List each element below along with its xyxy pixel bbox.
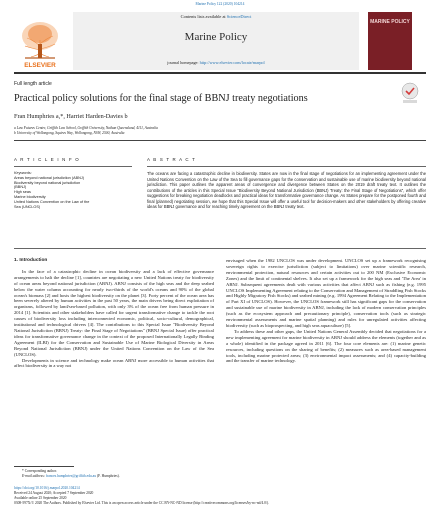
keyword: Sea (UNCLOS) (14, 204, 41, 209)
article-info-rule (14, 166, 132, 167)
abstract-text: The oceans are facing a catastrophic decline in biodiversity. States are now in the final stage of negotiations for an implementing agreement under the United Nations Convention on the Law of the Sea to fill governance gaps for the conservation and sustainable use of marine biodiversity beyond national jurisdiction. This paper outlines the apparent areas of convergence and divergence between States on the 2019 draft treaty text. It outlines the contributions of the articles in this Special Issue "Biodiversity Beyond National Jurisdiction (BBNJ) Treaty: the Final Stage of Negotiations", which offer suggestions for breaking negotiation deadlocks and practical ideas for transformative governance change. As States prepare for the postponed fourth and final (planned) negotiating session, we hope that this Special Issue will offer a useful tool for decision-makers and other stakeholders by offering creative ideas for BBNJ governance and for reaching timely agreement on the BBNJ treaty text. (147, 171, 426, 209)
journal-reference[interactable]: Marine Policy 122 (2020) 104214 (195, 2, 245, 6)
header-divider (14, 72, 426, 74)
doi-link[interactable]: https://doi.org/10.1016/j.marpol.2020.104214 (14, 486, 80, 490)
keyword: Marine biodiversity (14, 194, 46, 199)
crossmark-icon (400, 82, 420, 104)
elsevier-wordmark: ELSEVIER (24, 62, 56, 69)
article-info-heading: A R T I C L E I N F O (14, 157, 80, 162)
body-paragraph: envisaged when the 1982 UNCLOS was under development. UNCLOS set up a framework recognising sovereign rights to exercise jurisdiction (subject to limitations) over marine scientific research, environmental protection, natural resources and certain activities out to 200 NM (Exclusive Economic Zones) and the limit of continental shelves. It also set up a framework for the high seas and 'The Area' in ABNJ. Subsequent agreements dealt with various activities that affect ABNJ such as fishing (e.g. 1995 UNCLOS Implementing Agreement relating to the Conservation and Management of Straddling Fish Stocks and Highly Migratory Fish Stocks) and seabed mining (e.g. 1994 Agreement Relating to the Implementation of Part XI of UNCLOS). However, the UNCLOS framework still has significant gaps for the conservation and sustainable use of marine biodiversity in ABNJ, including the lack of modern conservation principles (such as the ecosystem approach and precautionary principle), conservation tools (such as strategic environmental assessments and marine spatial planning) and rules for unregulated activities affecting biodiversity (such as bioprospecting, and high seas aquaculture) [5]. (226, 258, 426, 328)
available-online-date: Available online 25 September 2020 (14, 496, 67, 500)
elsevier-logo (15, 14, 65, 70)
elsevier-tree-icon (15, 14, 65, 70)
contents-prefix: Contents lists available at (180, 14, 227, 19)
section-heading-introduction: 1. Introduction (14, 258, 48, 263)
contents-line (73, 14, 359, 19)
keyword: Biodiversity beyond national jurisdiction (14, 180, 81, 185)
affiliation-b: b University of Wollongong, Squires Way, Wollongong, NSW, 2500, Australia (14, 131, 125, 135)
journal-title: Marine Policy (184, 31, 248, 43)
author-list: Fran Humphries a,*, Harriet Harden-Davies b (14, 113, 128, 120)
affiliation-a: a Law Futures Centre, Griffith Law School, Griffith University, Nathan Queensland, 4111, Australia (14, 126, 158, 130)
footnote-divider (14, 466, 74, 467)
body-paragraph: To address these and other gaps, the United Nations General Assembly decided that negotiations for a new implementing agreement for marine biodiversity in ABNJ should address the elements (together and as a whole) identified in the package agreed in 2011 [6]. The four core elements are: (1) marine genetic resources, including questions on the sharing of benefits; (2) measures such as area-based management tools, including marine protected areas; (3) environmental impact assessments; and (4) capacity-building and the transfer of marine technology. (226, 328, 426, 364)
journal-cover-title: MARINE POLICY (370, 19, 410, 25)
license-statement: 0308-597X/© 2020 The Authors. Published by Elsevier Ltd. This is an open access article under the CC BY-NC-ND license (http://creativecommons.org/licenses/by-nc-nd/4.0/). (14, 501, 270, 505)
keyword: High seas (14, 190, 31, 195)
body-paragraph: Developments in science and technology make ocean ABNJ more accessible to human activities that affect biodiversity in a way not (14, 357, 214, 369)
keyword: United Nations Convention on the Law of the (14, 199, 90, 204)
abstract-heading: A B S T R A C T (147, 157, 196, 162)
sciencedirect-link[interactable]: ScienceDirect (226, 14, 252, 19)
keyword: Areas beyond national jurisdiction (ABNJ) (14, 175, 85, 180)
article-type: Full length article (14, 81, 52, 87)
homepage-prefix: journal homepage: (167, 60, 200, 65)
email-suffix: (F. Humphries). (96, 474, 120, 478)
body-paragraph: In the face of a catastrophic decline in ocean biodiversity and a lack of effective governance arrangements to halt the decline [1], countries are negotiating a new United Nations treaty for biodiversity of ocean areas beyond national jurisdiction (ABNJ). ABNJ consists of the high seas and the deep seabed below the water column accounting for nearly two-thirds of the world's oceans and 90% of the global ocean's biomass [2] and hosts the highest biodiversity on the planet [3]. Forty percent of the ocean area has been severely altered by human activities in the past 50 years, the main drivers being direct exploitation of organisms, followed by land/sea-based pollution, with only 3% of the ocean free from human pressure in 2014 [1]. Scientists and other stakeholders have called for urgent transformative change to tackle the root causes of biodiversity loss including interconnected economic, political, socio-cultural, demographical, institutional and technological drivers [4]. The contributions to this Special Issue "Biodiversity Beyond National Jurisdiction (BBNJ) Treaty: the Final Stage of Negotiations" (BBNJ Special Issue) offer practical ideas for transformative governance change in the context of the proposed Internationally Legally Binding Agreement (ILBI) for the Conservation and Sustainable Use of Marine Biological Diversity in Areas Beyond National Jurisdiction (BBNJ) under the United Nations Convention on the Law of the Sea (UNCLOS). (14, 268, 214, 357)
body-column-left (14, 258, 214, 369)
keywords-label: Keywords: (14, 171, 32, 175)
homepage-link[interactable]: http://www.elsevier.com/locate/marpol (199, 60, 265, 65)
received-dates: Received 24 August 2020; Accepted 7 September 2020 (14, 491, 94, 495)
keywords-box (14, 171, 132, 209)
abstract-rule (147, 166, 426, 167)
body-column-right (226, 258, 426, 364)
homepage-line (73, 60, 359, 65)
keyword: (BBNJ) (14, 185, 27, 190)
email-link[interactable]: frances.humphries@griffith.edu.au (45, 474, 97, 478)
email-note (22, 474, 120, 479)
crossmark-badge[interactable] (400, 82, 420, 104)
abstract-divider (14, 248, 426, 249)
article-title: Practical policy solutions for the final stage of BBNJ treaty negotiations (14, 93, 308, 104)
corresponding-author-note: * Corresponding author. (22, 469, 57, 473)
email-label: E-mail address: (22, 474, 46, 478)
author-divider (14, 140, 426, 141)
